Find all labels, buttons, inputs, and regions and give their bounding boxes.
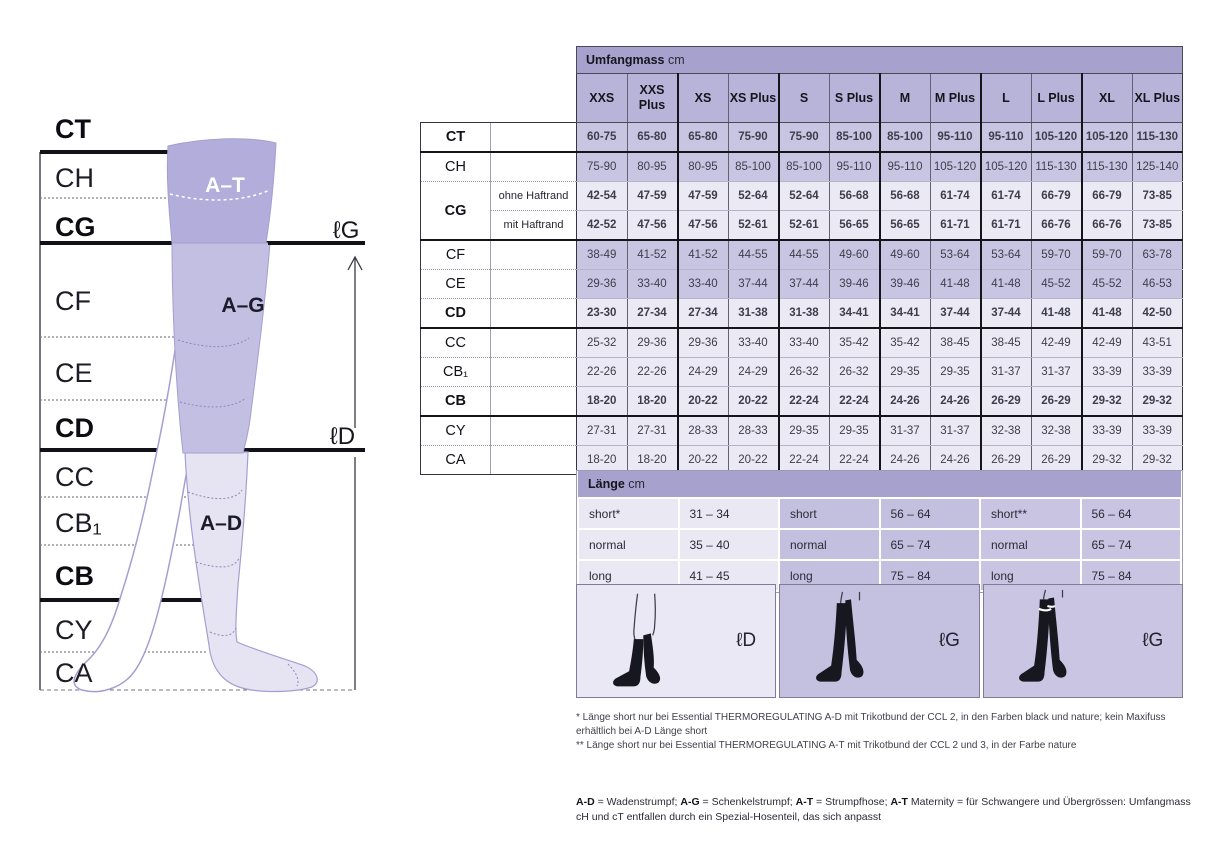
measure-row-label: CG — [421, 182, 491, 241]
length-value: 75 – 84 — [1081, 560, 1182, 591]
length-row-label: long — [578, 560, 679, 591]
circumference-cell: 24-29 — [728, 358, 779, 387]
length-row-label: short** — [980, 498, 1081, 529]
size-column-header: XS — [678, 74, 729, 123]
circumference-cell: 41-52 — [678, 240, 729, 270]
diagram-measure-label: CD — [55, 413, 94, 443]
circumference-cell: 28-33 — [678, 416, 729, 446]
length-panel — [983, 584, 1183, 698]
circumference-cell: 44-55 — [728, 240, 779, 270]
measure-row-label: CY — [421, 416, 491, 446]
stocking-thigh-region — [172, 243, 270, 453]
length-mark-ld: ℓD — [330, 423, 356, 450]
diagram-measure-label: CY — [55, 615, 93, 645]
length-row-label: normal — [578, 529, 679, 560]
circumference-cell: 80-95 — [678, 152, 729, 182]
circumference-cell: 61-71 — [930, 211, 981, 241]
circumference-cell: 115-130 — [1031, 152, 1082, 182]
thigh-stocking-band-silhouette — [1002, 588, 1106, 694]
circumference-cell: 38-49 — [577, 240, 628, 270]
table-title: Länge — [588, 477, 625, 491]
diagram-measure-label: CB₁ — [55, 508, 102, 538]
circumference-cell: 32-38 — [1031, 416, 1082, 446]
circumference-table — [420, 46, 1183, 475]
diagram-measure-label: CE — [55, 358, 93, 388]
circumference-cell: 18-20 — [627, 387, 678, 417]
circumference-cell: 66-76 — [1082, 211, 1133, 241]
length-row-label: normal — [980, 529, 1081, 560]
circumference-cell: 26-32 — [779, 358, 830, 387]
circumference-cell: 27-34 — [627, 299, 678, 329]
circumference-cell: 38-45 — [981, 328, 1032, 358]
circumference-cell: 22-24 — [829, 446, 880, 475]
size-column-header: M — [880, 74, 931, 123]
circumference-cell: 53-64 — [930, 240, 981, 270]
circumference-cell: 95-110 — [930, 123, 981, 153]
circumference-cell: 20-22 — [728, 446, 779, 475]
size-column-header: XL Plus — [1132, 74, 1183, 123]
circumference-cell: 95-110 — [880, 152, 931, 182]
circumference-cell: 115-130 — [1082, 152, 1133, 182]
circumference-cell: 20-22 — [678, 387, 729, 417]
legend-segment: = Schenkelstrumpf; — [699, 796, 796, 808]
legend-segment: A-D — [576, 796, 595, 808]
length-value: 56 – 64 — [1081, 498, 1182, 529]
circumference-cell: 66-79 — [1082, 182, 1133, 211]
circumference-cell: 65-80 — [627, 123, 678, 153]
circumference-cell: 25-32 — [577, 328, 628, 358]
circumference-cell: 27-34 — [678, 299, 729, 329]
circumference-cell: 26-29 — [1031, 387, 1082, 417]
haftrand-sub-label — [491, 299, 577, 329]
legend-segment: A-T — [795, 796, 814, 808]
circumference-cell: 41-48 — [1082, 299, 1133, 329]
circumference-cell: 33-39 — [1132, 358, 1183, 387]
circumference-cell: 85-100 — [829, 123, 880, 153]
circumference-cell: 41-48 — [981, 270, 1032, 299]
measure-row-label: CB — [421, 387, 491, 417]
measure-row-label: CA — [421, 446, 491, 475]
length-row-label: short — [779, 498, 880, 529]
circumference-cell: 41-52 — [627, 240, 678, 270]
circumference-cell: 29-32 — [1082, 387, 1133, 417]
length-row-label: long — [980, 560, 1081, 591]
circumference-cell: 31-37 — [930, 416, 981, 446]
haftrand-sub-label — [491, 270, 577, 299]
circumference-cell: 61-74 — [981, 182, 1032, 211]
legend-segment: = Wadenstrumpf; — [594, 796, 681, 808]
circumference-cell: 18-20 — [577, 446, 628, 475]
circumference-cell: 34-41 — [880, 299, 931, 329]
circumference-cell: 33-39 — [1132, 416, 1183, 446]
circumference-cell: 42-54 — [577, 182, 628, 211]
garment-label-at: A–T — [205, 174, 245, 197]
circumference-cell: 22-26 — [577, 358, 628, 387]
circumference-cell: 56-65 — [880, 211, 931, 241]
circumference-cell: 73-85 — [1132, 211, 1183, 241]
diagram-measure-label: CF — [55, 286, 91, 316]
measure-row-label: CC — [421, 328, 491, 358]
circumference-cell: 105-120 — [1031, 123, 1082, 153]
size-column-header: XXS Plus — [627, 74, 678, 123]
circumference-cell: 46-53 — [1132, 270, 1183, 299]
circumference-cell: 26-29 — [981, 446, 1032, 475]
measure-row-label: CB₁ — [421, 358, 491, 387]
circumference-cell: 56-68 — [880, 182, 931, 211]
circumference-cell: 22-24 — [779, 446, 830, 475]
circumference-cell: 53-64 — [981, 240, 1032, 270]
garment-label-ag: A–G — [221, 294, 265, 317]
circumference-cell: 31-37 — [880, 416, 931, 446]
circumference-cell: 56-68 — [829, 182, 880, 211]
circumference-cell: 42-52 — [577, 211, 628, 241]
measure-row-label: CD — [421, 299, 491, 329]
length-value: 41 – 45 — [679, 560, 780, 591]
measure-row-label: CH — [421, 152, 491, 182]
circumference-cell: 26-29 — [1031, 446, 1082, 475]
circumference-cell: 60-75 — [577, 123, 628, 153]
footnote-line: ** Länge short nur bei Essential THERMOREGULATING A-T mit Trikotbund der CCL 2 und 3, in der Farbe nature — [576, 740, 1077, 751]
thigh-stocking-silhouette — [799, 588, 903, 694]
circumference-cell: 29-35 — [880, 358, 931, 387]
length-mark-lg: ℓG — [333, 217, 360, 244]
circumference-cell: 24-26 — [930, 387, 981, 417]
circumference-cell: 59-70 — [1031, 240, 1082, 270]
circumference-cell: 35-42 — [829, 328, 880, 358]
circumference-cell: 65-80 — [678, 123, 729, 153]
circumference-cell: 75-90 — [577, 152, 628, 182]
circumference-cell: 27-31 — [577, 416, 628, 446]
circumference-cell: 56-65 — [829, 211, 880, 241]
length-table-title — [578, 471, 1181, 498]
circumference-cell: 33-39 — [1082, 358, 1133, 387]
circumference-cell: 29-32 — [1132, 387, 1183, 417]
circumference-cell: 52-61 — [779, 211, 830, 241]
size-column-header: XS Plus — [728, 74, 779, 123]
circumference-cell: 31-37 — [1031, 358, 1082, 387]
circumference-cell: 45-52 — [1082, 270, 1133, 299]
circumference-cell: 52-61 — [728, 211, 779, 241]
panel-length-label: ℓD — [736, 630, 757, 651]
circumference-cell: 105-120 — [930, 152, 981, 182]
diagram-measure-label: CA — [55, 658, 93, 688]
circumference-cell: 85-100 — [728, 152, 779, 182]
panel-length-label: ℓG — [1142, 630, 1164, 651]
circumference-cell: 42-49 — [1082, 328, 1133, 358]
circumference-cell: 49-60 — [880, 240, 931, 270]
circumference-cell: 20-22 — [678, 446, 729, 475]
circumference-cell: 59-70 — [1082, 240, 1133, 270]
table-title: Umfangmass — [586, 53, 665, 67]
circumference-cell: 27-31 — [627, 416, 678, 446]
haftrand-sub-label — [491, 416, 577, 446]
haftrand-sub-label — [491, 152, 577, 182]
circumference-cell: 52-64 — [779, 182, 830, 211]
circumference-cell: 33-40 — [678, 270, 729, 299]
circumference-cell: 31-38 — [728, 299, 779, 329]
circumference-cell: 33-40 — [728, 328, 779, 358]
circumference-cell: 18-20 — [627, 446, 678, 475]
circumference-cell: 33-40 — [779, 328, 830, 358]
measure-row-label: CE — [421, 270, 491, 299]
length-value: 35 – 40 — [679, 529, 780, 560]
size-column-header: XL — [1082, 74, 1133, 123]
circumference-cell: 42-49 — [1031, 328, 1082, 358]
haftrand-sub-label — [491, 358, 577, 387]
haftrand-sub-label — [491, 446, 577, 475]
circumference-cell: 28-33 — [728, 416, 779, 446]
circumference-cell: 29-32 — [1132, 446, 1183, 475]
table-unit: cm — [667, 53, 685, 67]
circumference-cell: 34-41 — [829, 299, 880, 329]
length-panel — [576, 584, 776, 698]
length-value: 65 – 74 — [880, 529, 981, 560]
circumference-cell: 22-24 — [779, 387, 830, 417]
length-table — [576, 470, 1183, 593]
table-unit: cm — [628, 477, 645, 491]
size-column-header: S — [779, 74, 830, 123]
length-illustration-panels — [576, 584, 1183, 698]
length-value: 65 – 74 — [1081, 529, 1182, 560]
circumference-cell: 47-56 — [678, 211, 729, 241]
measure-row-label: CF — [421, 240, 491, 270]
length-value: 56 – 64 — [880, 498, 981, 529]
leg-measurement-diagram — [20, 100, 400, 700]
size-column-header: XXS — [577, 74, 628, 123]
circumference-cell: 47-59 — [678, 182, 729, 211]
diagram-measure-label: CH — [55, 163, 94, 193]
circumference-cell: 22-26 — [627, 358, 678, 387]
circumference-cell: 95-110 — [981, 123, 1032, 153]
circumference-cell: 44-55 — [779, 240, 830, 270]
circumference-cell: 41-48 — [1031, 299, 1082, 329]
circumference-cell: 37-44 — [981, 299, 1032, 329]
circumference-cell: 37-44 — [779, 270, 830, 299]
garment-legend — [576, 795, 1194, 825]
circumference-cell: 42-50 — [1132, 299, 1183, 329]
circumference-cell: 18-20 — [577, 387, 628, 417]
circumference-cell: 95-110 — [829, 152, 880, 182]
diagram-measure-label: CG — [55, 212, 96, 242]
diagram-measure-label: CC — [55, 462, 94, 492]
circumference-cell: 32-38 — [981, 416, 1032, 446]
length-row-label: short* — [578, 498, 679, 529]
length-row-label: normal — [779, 529, 880, 560]
circumference-cell: 29-35 — [829, 416, 880, 446]
circumference-cell: 39-46 — [880, 270, 931, 299]
circumference-cell: 31-37 — [981, 358, 1032, 387]
circumference-cell: 66-76 — [1031, 211, 1082, 241]
circumference-cell: 38-45 — [930, 328, 981, 358]
circumference-cell: 39-46 — [829, 270, 880, 299]
circumference-cell: 26-32 — [829, 358, 880, 387]
circumference-cell: 29-32 — [1082, 446, 1133, 475]
circumference-cell: 29-35 — [779, 416, 830, 446]
circumference-cell: 35-42 — [880, 328, 931, 358]
haftrand-sub-label: mit Haftrand — [491, 211, 577, 241]
circumference-cell: 80-95 — [627, 152, 678, 182]
haftrand-sub-label — [491, 328, 577, 358]
legend-segment: Maternity = für Schwangere und Übergrössen: Umfangmass cH und cT entfallen durch ein Spezial-Hosenteil, das sich anpasst — [576, 796, 1191, 824]
circumference-cell: 105-120 — [981, 152, 1032, 182]
haftrand-sub-label: ohne Haftrand — [491, 182, 577, 211]
length-panel — [779, 584, 979, 698]
circumference-cell: 29-35 — [930, 358, 981, 387]
diagram-measure-label: CB — [55, 561, 94, 591]
circumference-cell: 31-38 — [779, 299, 830, 329]
circumference-cell: 24-26 — [930, 446, 981, 475]
panel-length-label: ℓG — [939, 630, 960, 651]
circumference-cell: 23-30 — [577, 299, 628, 329]
haftrand-sub-label — [491, 240, 577, 270]
circumference-cell: 45-52 — [1031, 270, 1082, 299]
circumference-cell: 61-71 — [981, 211, 1032, 241]
circumference-cell: 24-26 — [880, 446, 931, 475]
legend-segment: A-T — [890, 796, 908, 808]
circumference-cell: 43-51 — [1132, 328, 1183, 358]
circumference-cell: 20-22 — [728, 387, 779, 417]
circumference-cell: 125-140 — [1132, 152, 1183, 182]
garment-label-ad: A–D — [199, 512, 243, 535]
length-value: 75 – 84 — [880, 560, 981, 591]
circumference-cell: 63-78 — [1132, 240, 1183, 270]
circumference-cell: 47-59 — [627, 182, 678, 211]
circumference-cell: 61-74 — [930, 182, 981, 211]
size-column-header: L Plus — [1031, 74, 1082, 123]
knee-sock-silhouette — [596, 588, 700, 694]
circumference-cell: 37-44 — [728, 270, 779, 299]
circumference-cell: 29-36 — [627, 328, 678, 358]
haftrand-sub-label — [491, 123, 577, 153]
circumference-cell: 26-29 — [981, 387, 1032, 417]
circumference-cell: 41-48 — [930, 270, 981, 299]
length-value: 31 – 34 — [679, 498, 780, 529]
footnote-line: * Länge short nur bei Essential THERMOREGULATING A-D mit Trikotbund der CCL 2, in den Farben black und nature; kein Maxifuss erhältlich bei A-D Länge short — [576, 712, 1166, 737]
measure-row-label: CT — [421, 123, 491, 153]
footnotes — [576, 711, 1194, 753]
circumference-cell: 33-40 — [627, 270, 678, 299]
size-column-header: S Plus — [829, 74, 880, 123]
circumference-cell: 37-44 — [930, 299, 981, 329]
legend-segment: = Strumpfhose; — [813, 796, 891, 808]
stocking-calf-region — [185, 452, 317, 692]
circumference-cell: 49-60 — [829, 240, 880, 270]
circumference-cell: 105-120 — [1082, 123, 1133, 153]
circumference-cell: 24-29 — [678, 358, 729, 387]
circumference-cell: 75-90 — [728, 123, 779, 153]
circumference-cell: 85-100 — [880, 123, 931, 153]
circumference-cell: 29-36 — [577, 270, 628, 299]
circumference-cell: 52-64 — [728, 182, 779, 211]
diagram-measure-label: CT — [55, 114, 91, 144]
circumference-cell: 29-36 — [678, 328, 729, 358]
circumference-cell: 115-130 — [1132, 123, 1183, 153]
size-column-header: M Plus — [930, 74, 981, 123]
length-row-label: long — [779, 560, 880, 591]
circumference-cell: 22-24 — [829, 387, 880, 417]
circumference-cell: 47-56 — [627, 211, 678, 241]
size-column-header: L — [981, 74, 1032, 123]
circumference-cell: 66-79 — [1031, 182, 1082, 211]
circumference-cell: 75-90 — [779, 123, 830, 153]
circumference-cell: 33-39 — [1082, 416, 1133, 446]
circumference-cell: 85-100 — [779, 152, 830, 182]
circumference-cell: 73-85 — [1132, 182, 1183, 211]
circumference-table-title — [577, 47, 1183, 74]
haftrand-sub-label — [491, 387, 577, 417]
legend-segment: A-G — [680, 796, 700, 808]
circumference-cell: 24-26 — [880, 387, 931, 417]
